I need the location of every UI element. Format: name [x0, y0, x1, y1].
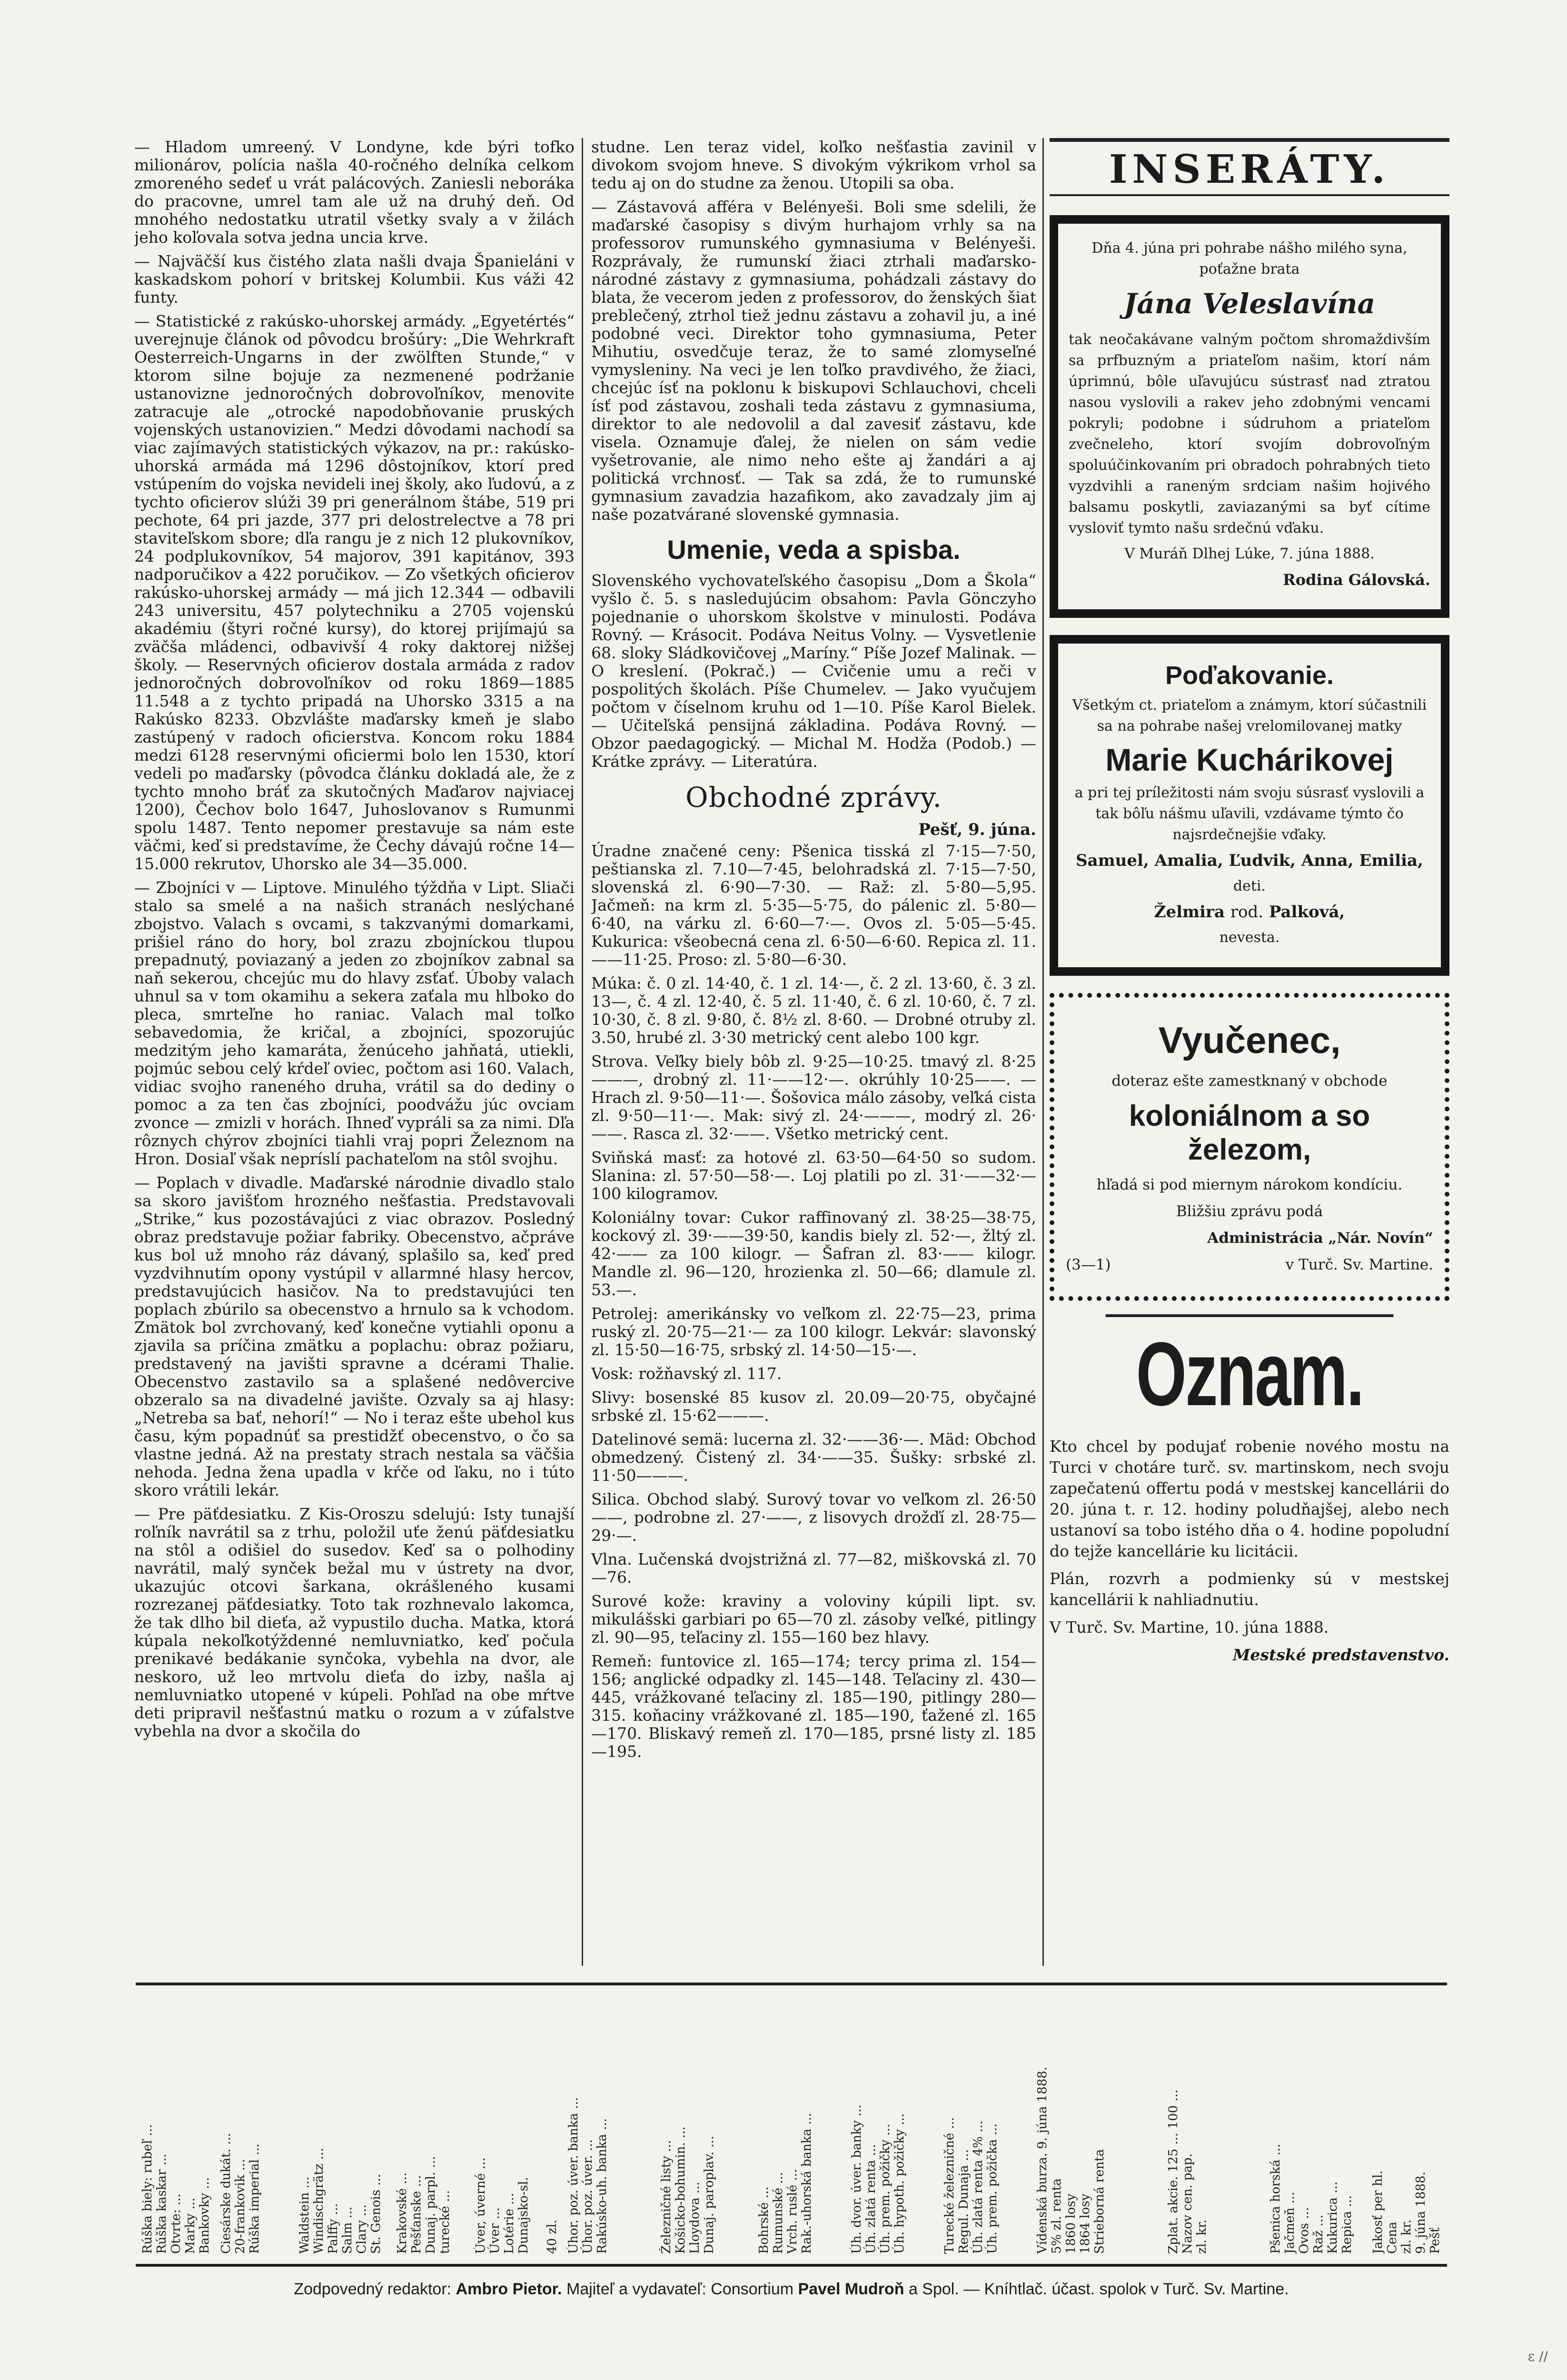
ad2-heading: Poďakovanie. [1165, 661, 1334, 690]
ad3-line2: hľadá si pod miernym nárokom kondíciu. [1096, 1176, 1403, 1193]
bourse-cell: Pšenica horská ... Jačmeň ... Ovos ... Raž ... Kukurica ... Repica ... [1269, 2143, 1354, 2254]
ad2-signature: Samuel, Amalia, Ľudvik, Anna, Emilia, [1076, 851, 1423, 870]
price-paragraph: Slivy: bosenské 85 kusov zl. 20.09—20·75, obyčajné srbské zl. 15·62———. [591, 1388, 1036, 1425]
ad3-admin: Administrácia „Nár. Novín“ [1207, 1230, 1433, 1247]
news-item-army-statistics: — Statistické z rakúsko-uhorskej armády. „Egyetértés“ uverejnuje článok od pôvodcu brošúry: „Die Wehrkraft Oesterreich-Ungarns in der zwölften Stunde,“ v ktorom silne bojuje za nezmenené podržanie ustanovizne jednoročných dobrovoľníkov, menovite zatracuje ale „otrocké napodobňovanie pruských vojenských ustanovizien.“ Medzi dôvodami nachodí sa viac zajímavých statistických výkazov, na pr.: rakúsko-uhorská armáda má 1296 dôstojníkov, ktorí pred vstúpením do vojska nevideli inej školy, ako ľudovú, a z tychto oficierov slúži 39 pri generálnom štábe, 519 pri pechote, 64 pri jazde, 377 pri delostrelectve a 78 pri staviteľskom sbore; dľa rangu je z nich 12 plukovníkov, 24 podplukovníkov, 54 majorov, 391 kapitánov, 393 nadporučikov a 422 poručikov. — Zo všetkých oficierov rakúsko-uhorskej armády — má jich 12.344 — odbavili 243 universitu, 457 polytechniku a 2705 vojenskú akadémiu (štyri ročné kursy), do ktorej prijímajú sa zväčša mládenci, odbavivší 4 roky daktorej nižšej školy. — Reservných oficierov dostala armáda z radov jednoročných dobrovoľníkov od roku 1869—1885 11.548 a z tychto pripadá na Uhorsko 3315 a na Rakúsko 8233. Obzvlášte maďarsky kmeň je slabo zastúpený v radoch oficierstva. Koncom roku 1884 medzi 6128 reservnými oficiermi bolo len 1530, ktorí vedeli po maďarsky (pôvodca článku dokladá ale, že z tychto mnoho bráť za skutočných Maďarov najviacej 1200), Čechov bolo 1647, Juhoslovanov s Rumunmi spolu 1487. Tento nepomer prestavuje sa nám este väčmi, keď si predstavíme, že Čechy dávajú ročne 14—15.000 rekrutov, Uhorsko ale 34—35.000. [134, 312, 575, 873]
price-paragraph: Silica. Obchod slabý. Surový tovar vo veľkom zl. 26·50——, podrobne zl. 27·——, z lisovych drožďí zl. 28·75—29·—. [591, 1490, 1036, 1545]
advertisement-column [1050, 138, 1449, 1971]
price-paragraph: Koloniálny tovar: Cukor raffinovaný zl. 38·25—38·75, kockový zl. 39·——39·50, kandis biely zl. 52·—, žltý zl. 42·—— za 100 kilogr. — Šafran zl. 83·—— kilogr. Mandle zl. 96—120, hrozienka zl. 50—66; dlamule zl. 53.—. [591, 1208, 1036, 1299]
price-paragraph: Vlna. Lučenská dvojstrižná zl. 77—82, miškovská zl. 70—76. [591, 1550, 1036, 1587]
ad1-intro: Dňa 4. júna pri pohrabe nášho milého syna, poťažne brata [1091, 240, 1408, 278]
footer-suffix: a Spol. — Kníhtlač. účast. spolok v Turč. Sv. Martine. [908, 2280, 1289, 2298]
ad4-body: Kto chcel by podujať robenie nového mostu na Turci v chotáre turč. sv. martinskom, nech svoju zapečatenú offertu podá v mestskej kancellárii do 20. júna t. r. 12. hodiny poludňajšej, alebo nech ustanoví sa tobo istého dňa o 4. hodine popoludní do tejže kancellárie ku licitácii. [1050, 1437, 1449, 1560]
ad4-body-2: Plán, rozvrh a podmienky sú v mestskej kancellárii k nahliadnutiu. [1050, 1569, 1449, 1609]
bourse-cell: Jakosť per hl. Cena zl. kr. 9. júna 1888. Pešť [1371, 2170, 1442, 2254]
ad1-body: tak neočakávane valným počtom shromaždivším sa prfbuzným a priateľom našim, ktorí nám úprimnú, bôle uľavujúcu sústrasť nad ztratou nasou vyslovili a rakev jeho zdobnými vencami pokryli; podobne i súdruhom a priateľom zvečneleho, ktorí svojím dobrovoľným spoluúčinkovaním pri obradoch pohrabných tieto vyzdvihli a raneným srdciam našim hojivého balsamu poskytli, zaviazanými sa byť cítime vysloviť tymto našu srdečnú vďaku. [1069, 331, 1430, 536]
news-item-fifty-note: — Pre päťdesiatku. Z Kis-Oroszu sdelujú: Isty tunajší roľník navrátil sa z trhu, položil uťe ženú päťdesiatku na stôl a odišiel do susedov. Keď sa o polhodiny navrátil, malý synček bežal mu v ústrety na dvor, ukazujúc otcovi šarkana, okrášleného kusami rozrezanej päťdesiatky. Toto tak rozhnevalo lakomca, že tak dlho bil dieťa, až vypustilo ducha. Matka, ktorá kúpala nekoľkotýždenné nemluvniatko, keď počula prenikavé bedákanie synčoka, vybehla na dvor, ale neskoro, už leo mrtvolu dieťa do izby, našla aj nemluvniatko utopené v kúpeli. Pohľad na obe mŕtve deti pripravil nešťastnú matku o rozum a v zúfalstve vybehla na dvor a skočila do [134, 1505, 575, 1740]
news-item-hunger: — Hladom umreený. V Londyne, kde býri tofko milionárov, polícia našla 40-ročného delníka celkom zmoreného sedeť u vrát palácových. Zaniesli neboráka do pracovne, umrel tam ale už na druhý deň. Od mnohého nedostatku utratil všetky svaly a v žilách jeho koľovala sotva jedna uncia krve. [134, 138, 575, 247]
ad3-number: (3—1) [1066, 1256, 1111, 1273]
bridge-notice [1050, 1314, 1449, 1666]
news-item-well: studne. Len teraz videl, koľko nešťastia zavinil v divokom svojom hneve. S divokým výkrikom vrhol sa tedu aj on do studne za ženou. Utopili sa oba. [591, 138, 1036, 192]
footer-mid: Majiteľ a vydavateľ: Consortium [566, 2280, 794, 2298]
ad4-place: V Turč. Sv. Martine, 10. júna 1888. [1050, 1618, 1329, 1636]
ad3-heading: Vyučenec, [1158, 1019, 1341, 1061]
bourse-cell: Úhor. poz. úver. banka ... Úhor. poz. úver. ... Rakúsko-uh. banka ... [566, 2097, 609, 2254]
ad2-signature-3: Želmira rod. Palková, [1154, 902, 1345, 922]
umenie-heading: Umenie, veda a spisba. [667, 535, 961, 565]
price-paragraph: Surové kože: kraviny a voloviny kúpili lipt. sv. mikulášski garbiari po 65—70 zl. zásoby veľké, pitlingy zl. 90—95, teľaciny zl. 155—160 bez hlavy. [591, 1592, 1036, 1646]
middle-news-column [591, 138, 1036, 1966]
obchodne-heading: Obchodné zprávy. [685, 781, 942, 813]
obchodne-dateline: Pešť, 9. júna. [918, 820, 1036, 839]
obituary-thanks-kucharikova [1050, 635, 1449, 976]
price-paragraph: Úradne značené ceny: Pšenica tisská zl 7·15—7·50, peštianska zl. 7.10—7·45, belohradská zl. 7·15—7·50, slovenská zl. 6·90—7·30. — Raž: zl. 5·80—5,95. Jačmeň: na krm zl. 5·35—5·75, do pálenic zl. 5·80—6·40, na várku zl. 6·60—7·—. Ovos zl. 5·05—5·45. Kukurica: všeobecná cena zl. 6·50—6·60. Repica zl. 11.——11·25. Proso: zl. 5·80—6·30. [591, 842, 1036, 969]
news-item-gold: — Najväčší kus čistého zlata našli dvaja Španieláni v kaskadskom pohorí v britskej Kolumbii. Kus váži 42 funty. [134, 252, 575, 307]
ad2-signature-4: nevesta. [1219, 929, 1280, 946]
price-paragraph: Petrolej: amerikánsky vo veľkom zl. 22·75—23, prima ruský zl. 20·75—21·— za 100 kilogr. Lekvár: slavonský zl. 15·50—16·75, srbský zl. 14·50—15·—. [591, 1304, 1036, 1359]
footer-publisher: Pavel Mudroň [798, 2280, 904, 2298]
bourse-cell: Turecké železničné ... Regul. Dunaja ... Úh. zlatá renta 4% ... Úh. prem. požička ... [942, 2117, 1000, 2254]
ad3-line1: doteraz ešte zamestknaný v obchode [1111, 1072, 1388, 1090]
ad3-line3: Bližšiu zprávu podá [1176, 1203, 1323, 1220]
price-paragraph: Remeň: funtovice zl. 165—174; tercy prima zl. 154—156; anglické odpadky zl. 145—148. Teľaciny zl. 430—445, vrážkované teľaciny zl. 185—190, pitlingy 280—315. koňaciny vrážkované zl. 185—190, ťažené zl. 165—170. Bliskavý remeň zl. 170—185, prsné listy zl. 185—195. [591, 1652, 1036, 1761]
umenie-text: Slovenského vychovateľského časopisu „Dom a Škola“ vyšlo č. 5. s nasledujúcim obsahom: Pavla Gönczyho pojednanie o uhorskom školstve v minulosti. Podáva Rovný. — Krásocit. Podáva Neitus Volny. — Vysvetlenie 68. sloky Sládkovičovej „Maríny.“ Píše Jozef Malinak. — O kreslení. (Pokrač.) — Cvičenie umu a reči v pospolitých školách. Píše Chumelev. — Jako vyučujem počtom v číselnom kruhu od 1—10. Píše Karol Bielek. — Učiteľská pensijná základina. Podáva Rovný. — Obzor paedagogický. — Michal M. Hodža (Podob.) — Krátke zprávy. — Literatúra. [591, 571, 1036, 771]
price-paragraph: Sviňská masť: za hotové zl. 63·50—64·50 so sudom. Slanina: zl. 57·50—58·—. Loj platili po zl. 31·——32·— 100 kilogramov. [591, 1148, 1036, 1203]
footer-editor: Ambro Pietor. [456, 2280, 562, 2298]
news-item-robbers: — Zbojníci v — Liptove. Minulého týždňa v Lipt. Sliači stalo sa smelé a na našich stranách neslýchané zbojstvo. Valach s ovcami, s takzvanými domarkami, prišiel ráno do hory, bol zrazu zbojníckou tlupou prepadnutý, poviazaný a jeden zo zbojníkov zabnal sa naň sekerou, chcejúc mu do hlavy zsťať. Úboby valach uhnul sa v tom okamihu a sekera zaťala mu hlboko do pleca, smrteľne ho raniac. Valach mal toľko sebavedomia, že kričal, a zbojníci, spozorujúc medzitým jeho kamaráta, ženúceho jahňatá, utiekli, pojmúc sebou celý kŕdeľ oviec, počtom asi 160. Valach, vidiac svojho raneného druha, vrátil sa do dediny o pomoc a za ten čas zbojníci, poodvážu júc ovciam zvonce — zmizli v horách. Ihneď vypráli sa za nimi. Dľa rôznych chýrov zbojníci tiahli vraj popri Železnom na Hron. Dosiaľ však nepríslí pachateľom na stôl svojhu. [134, 878, 575, 1168]
obituary-thanks-galovska [1050, 215, 1449, 618]
apprentice-ad [1050, 993, 1449, 1301]
ad2-intro: Všetkým ct. priateľom a známym, ktorí súčastnili sa na pohrabe našej vrelomilovanej matky [1072, 697, 1427, 734]
bourse-cell: Waldstein ... Windischgrätz ... Palffy ... Salm ... Clary ... St. Genois ... [298, 2148, 383, 2254]
news-item-theatre-panic: — Poplach v divadle. Maďarské národnie divadlo stalo sa skoro javišťom hrozného nešťastia. Predstavovali „Strike,“ kus pozostávajúci z viac obrazov. Posledný obraz predstavuje požiar fabriky. Obecenstvo, ačpráve kus bol už mnoho ráz dávaný, splašilo sa, keď pred vyzdvihnutím opony vystúpil v allarmné hlasy hercov, predstavujúcich hasičov. Na to predstavujúci ten poplach zbúrilo sa obecenstvo a hrnulo sa k vchodom. Zmätok bol zvrchovaný, keď konečne vytiahli oponu a zjavila sa príčina zmätku a poplachu: obraz požiaru, predstavený na javišti spravne a dcérami Thalie. Obecenstvo zastavilo sa a splašené nedôvercive obzeralo sa na divadelné javište. Ozvaly sa aj hlasy: „Netreba sa bať, nehorí!“ — No i teraz ešte ubehol kus času, kým popadnúť sa prestidžť obecenstvo, o čo sa vlastne jedná. Až na prestaty strach nestala sa väčšia nehoda. Jedna žena upadla v kŕče od ľaku, no i túto skoro vrátili lekár. [134, 1173, 575, 1499]
bourse-cell: Ciesárske dukát. ... 20-frankovik ... Rúška imperial ... [219, 2132, 262, 2254]
bourse-cell: Bohrské ... Rumunské ... Vrch. ruslé ... Rak.-uhorská banka ... [757, 2112, 814, 2254]
ad3-big: koloniálnom a so železom, [1129, 1100, 1370, 1166]
price-paragraph: Vosk: rožňavský zl. 117. [591, 1364, 782, 1383]
ad2-name: Marie Kuchárikovej [1105, 742, 1394, 777]
bourse-cell: Rúška biely: rubeľ ... Rúška kaskar ... Otvrte: ... Marky ... Bankovky ... [140, 2124, 212, 2254]
bourse-cell: Krakovské ... Pešťanske ... Dunaj. parpl. ... turecké ... [395, 2156, 452, 2254]
ad2-body: a pri tej príležitosti nám svoju súsrasť vyslovili a tak bôľu nášmu uľavili, vzdávame týmto čo najsrdečnejšie vďaky. [1074, 784, 1425, 843]
price-paragraph: Múka: č. 0 zl. 14·40, č. 1 zl. 14·—, č. 2 zl. 13·60, č. 3 zl. 13—, č. 4 zl. 12·40, č. 5 zl. 11·40, č. 6 zl. 10·60, č. 7 zl. 10·30, č. 8 zl. 9·80, č. 8½ zl. 8·60. — Drobné otruby zl. 3.50, hrubé zl. 3·30 metrický cent alebo 100 kgr. [591, 974, 1036, 1047]
corner-mark: ε // [1527, 2349, 1548, 2364]
imprint-footer [136, 2280, 1447, 2299]
ad4-heading: Oznam. [1106, 1314, 1394, 1422]
ad3-place: v Turč. Sv. Martine. [1285, 1256, 1433, 1273]
price-paragraph: Datelinové semä: lucerna zl. 32·——36·—. Mäd: Obchod obmedzený. Čistený zl. 34·——35. Šušky: srbské zl. 11·50———. [591, 1430, 1036, 1485]
footer-prefix: Zodpovedný redaktor: [294, 2280, 452, 2298]
column-divider [582, 138, 583, 1966]
bourse-cell: Železničné listy ... Košicko-bohumin. ... Lloydova ... Dunaj. paroplav. ... [659, 2126, 716, 2254]
bourse-cell: Úver, úverné ... Úver ... Lotérie ... Dunajsko-sl. 40 zl. [474, 2157, 559, 2254]
ad2-signature-2: deti. [1233, 878, 1266, 894]
news-item-flag-affair: — Zástavová afféra v Belényeši. Boli sme sdelili, že maďarské časopisy s divým hurhajom vrhly sa na professorov rumunského gymnasiuma v Belényeši. Rozprávaly, že rumunskí žiaci ztrhali maďarsko-národné zástavy z gymnasiuma, pohádzali zástavy do blata, že vecerom jeden z professorov, do ženských šiat preblečený, ztrhol tiež jednu zástavu a zohavil ju, a iné podobné veci. Direktor toho gymnasiuma, Peter Mihutiu, osvedčuje teraz, že to samé zlomyseľné vymysleniny. Na veci je len toľko pravdivého, že žiaci, chcejúc ísť na poklonu k biskupovi Schlauchovi, chceli ísť pod zástavou, zoshali teda zástavu z gymnasiuma, direktor to ale nedovolil a dal zavesiť zástavu, kde visela. Oznamuje ďalej, že nielen on sám vedie vyšetrovanie, ale nimo neho ešte aj žandári a aj politická vrchnosť. — Tak sa zdá, že to rumunské gymnasium zavadzia hazafikom, ako zavadzaly jim aj naše pozatvárané slovenské gymnasia. [591, 198, 1036, 524]
ad1-place: V Muráň Dlhej Lúke, 7. júna 1888. [1124, 545, 1375, 562]
bourse-cell: Úh. dvor. úver. banky ... Úh. zlatá renta ... Úh. prem. požičky ... Úh. hypoth. požičky ... [850, 2104, 907, 2254]
column-divider [1042, 138, 1044, 1966]
left-news-column [134, 138, 575, 1966]
bourse-cell: Zplat. akcie. 125 ... 100 ... Nazov cen. pap. zl. kr. [1166, 2089, 1209, 2254]
ad1-signature: Rodina Gálovská. [1283, 571, 1430, 589]
ad4-signature: Mestské predstavenstvo. [1232, 1646, 1449, 1664]
price-paragraph: Strova. Veľky biely bôb zl. 9·25—10·25. tmavý zl. 8·25———, drobný zl. 11·——12·—. okrúhly 10·25——. — Hrach zl. 9·50—11·—. Šošovica málo zásoby, veľká cista zl. 9·50—11·—. Mak: sivý zl. 24·———, modrý zl. 26·——. Rasca zl. 32·——. Všetko metrický cent. [591, 1052, 1036, 1143]
inseraty-title: INSERÁTY. [1050, 138, 1449, 196]
stock-exchange-table [136, 1983, 1447, 2267]
ad3-footer [1066, 1255, 1433, 1274]
bourse-cell: Vídenská burza. 9. júna 1888. 5% zl. renta 1860 losy 1864 losy Strieborná renta [1035, 2066, 1107, 2254]
ad1-name: Jána Veleslavína [1123, 288, 1376, 320]
